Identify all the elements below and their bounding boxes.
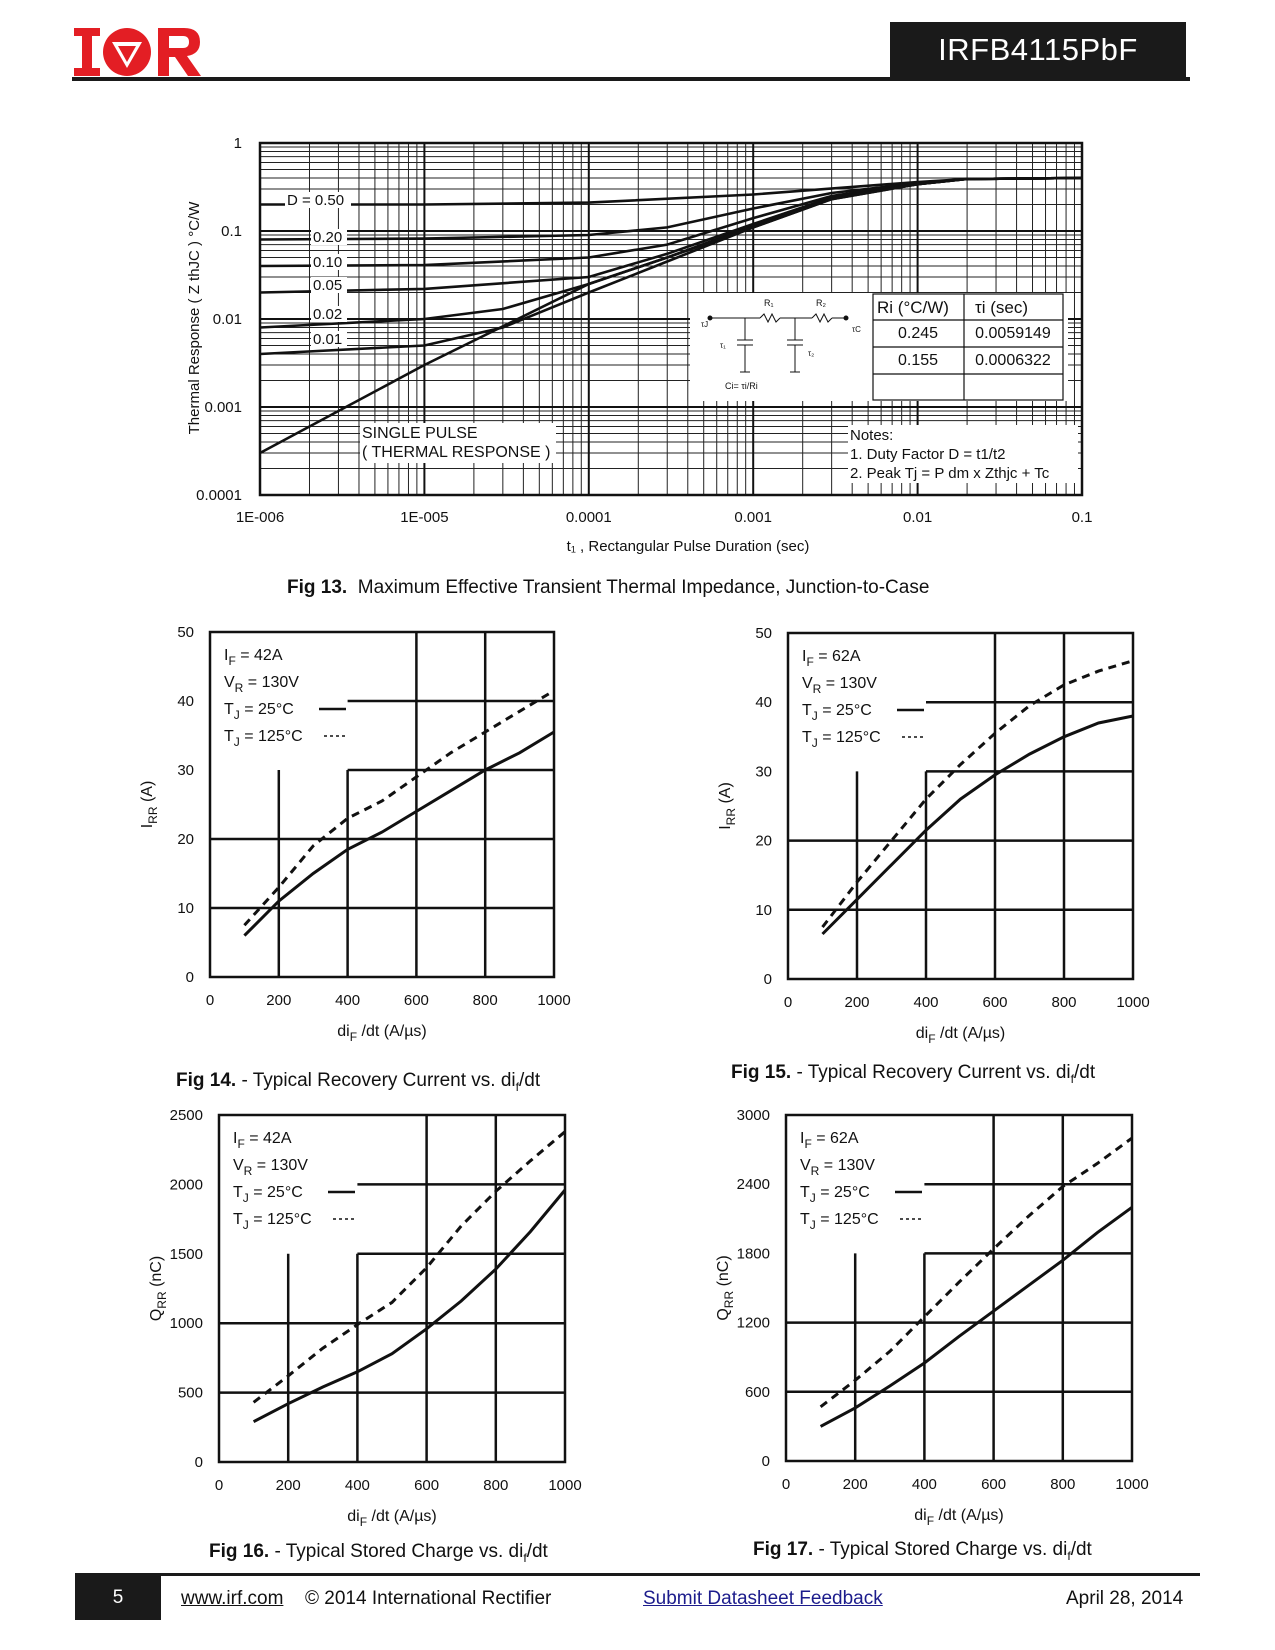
circuit-label-ci: Ci= τi/Ri <box>725 381 758 391</box>
fig15-y-tick: 10 <box>755 901 772 919</box>
fig17-caption: Fig 17. - Typical Stored Charge vs. $di_f/dt$ <box>753 1539 1092 1563</box>
fig17-x-tick: 600 <box>981 1476 1007 1493</box>
fig14-x-tick: 600 <box>403 992 429 1009</box>
fig13-single-pulse-label: ( THERMAL RESPONSE ) <box>362 444 551 461</box>
fig15-caption: Fig 15. - Typical Recovery Current vs. $di_f/dt$ <box>731 1062 1096 1086</box>
feedback-link[interactable]: Submit Datasheet Feedback <box>643 1588 883 1609</box>
fig13-notes: Notes: <box>850 427 894 444</box>
fig13-notes: 1. Duty Factor D = t1/t2 <box>850 446 1006 463</box>
fig15-legend-tj25: $T_J = 25^\circ C$ <box>802 702 872 723</box>
fig13-x-tick: 1E-005 <box>400 509 449 526</box>
fig14-series-line <box>244 732 554 936</box>
fig13-chart <box>186 135 1092 555</box>
fig16-y-axis-label: $Q_{RR}$ (nC) <box>148 1255 169 1322</box>
fig15-y-axis-label: $I_{RR}$ (A) <box>717 782 738 830</box>
fig15-x-tick: 400 <box>913 994 939 1011</box>
fig15-y-tick: 40 <box>755 694 772 712</box>
rc-table-cell: 0.245 <box>897 325 939 342</box>
fig16-y-tick: 0 <box>194 1454 203 1471</box>
fig15-x-tick: 1000 <box>1116 994 1150 1011</box>
fig15-y-tick: 30 <box>755 763 772 781</box>
fig15-y-tick: 0 <box>763 971 772 988</box>
fig15-x-tick: 200 <box>844 994 870 1011</box>
fig13-x-tick: 0.1 <box>1071 509 1093 526</box>
fig15-y-tick: 20 <box>755 832 772 850</box>
fig16-legend-vr: $V_R = 130V$ <box>233 1157 308 1178</box>
rc-table-cell: 0.155 <box>897 352 939 369</box>
fig13-caption: Fig 13. Maximum Effective Transient Thermal Impedance, Junction-to-Case <box>287 577 930 598</box>
fig17-series-line <box>821 1138 1132 1407</box>
fig14-x-tick: 1000 <box>537 992 571 1009</box>
rc-table-cell: 0.0006322 <box>975 352 1051 369</box>
fig16-y-tick: 500 <box>177 1384 203 1402</box>
part-number: IRFB4115PbF <box>890 22 1186 78</box>
fig14-y-axis-label: $I_{RR}$ (A) <box>139 780 160 829</box>
fig13-x-tick: 0.01 <box>902 509 933 526</box>
circuit-label-tc: τC <box>852 325 861 334</box>
footer-copyright: © 2014 International Rectifier <box>305 1588 552 1609</box>
circuit-label-r1: R₁ <box>764 298 774 308</box>
fig14-y-tick: 10 <box>177 900 194 917</box>
fig13-duty-label: 0.05 <box>313 277 343 294</box>
fig16-legend-tj25: $T_J = 25^\circ C$ <box>233 1184 303 1205</box>
fig16-y-tick: 1500 <box>169 1245 203 1263</box>
fig16-y-tick: 2500 <box>169 1107 203 1124</box>
fig16-x-tick: 0 <box>214 1477 224 1494</box>
fig13-x-axis-label: t₁ , Rectangular Pulse Duration (sec) <box>566 538 810 555</box>
fig14-legend-tj25: $T_J = 25^\circ C$ <box>224 701 294 722</box>
fig13-x-tick: 0.0001 <box>565 509 612 526</box>
fig15-legend-if: $I_F = 62A$ <box>802 648 861 669</box>
fig17-y-axis-label: $Q_{RR}$ (nC) <box>715 1255 736 1321</box>
fig17-x-axis-label: $di_F$ /dt (A/µs) <box>914 1507 1004 1528</box>
fig13-y-tick: 0.0001 <box>196 487 242 504</box>
fig13-duty-label: 0.10 <box>313 254 343 271</box>
fig17-legend-tj25: $T_J = 25^\circ C$ <box>800 1184 870 1205</box>
circuit-label-t1: τ₁ <box>720 341 726 350</box>
fig13-y-tick: 0.001 <box>204 399 242 416</box>
rc-table-header: Ri (°C/W) <box>877 298 949 317</box>
fig16-legend-if: $I_F = 42A$ <box>233 1130 292 1151</box>
fig15-x-tick: 0 <box>783 994 793 1011</box>
fig16-y-tick: 1000 <box>169 1315 203 1333</box>
fig17-y-tick: 2400 <box>736 1176 770 1194</box>
fig13-y-tick: 0.1 <box>221 223 242 240</box>
fig13-y-tick: 1 <box>233 135 242 152</box>
fig13-single-pulse-label: SINGLE PULSE <box>362 425 478 442</box>
circuit-label-tj: τJ <box>701 320 709 329</box>
fig17-x-tick: 200 <box>842 1476 868 1493</box>
fig14-x-axis-label: $di_F$ /dt (A/µs) <box>337 1023 427 1044</box>
fig13-curve <box>260 178 1082 205</box>
fig13-duty-label: D = 0.50 <box>287 192 345 209</box>
fig14-chart <box>139 624 571 1044</box>
fig14-x-tick: 400 <box>335 992 361 1009</box>
fig16-caption: Fig 16. - Typical Stored Charge vs. $di_f/dt$ <box>209 1541 548 1565</box>
fig13-x-tick: 1E-006 <box>235 509 285 526</box>
fig13-duty-label: 0.01 <box>313 331 343 348</box>
rc-table-header: τi (sec) <box>975 298 1028 317</box>
fig14-legend-tj125: $T_J = 125^\circ C$ <box>224 728 303 749</box>
fig17-legend-vr: $V_R = 130V$ <box>800 1157 875 1178</box>
fig16-x-tick: 400 <box>344 1477 370 1494</box>
fig17-y-tick: 3000 <box>736 1107 770 1124</box>
circuit-label-r2: R₂ <box>816 298 826 308</box>
fig13-y-axis-label: Thermal Response ( Z thJC ) °C/W <box>186 201 203 435</box>
footer-date: April 28, 2014 <box>1066 1588 1184 1609</box>
fig17-chart <box>715 1107 1149 1528</box>
fig17-y-tick: 600 <box>744 1383 770 1401</box>
node-tc <box>844 316 848 320</box>
fig17-x-tick: 800 <box>1050 1476 1076 1493</box>
fig15-x-tick: 800 <box>1051 994 1077 1011</box>
fig16-x-tick: 200 <box>275 1477 301 1494</box>
fig16-x-axis-label: $di_F$ /dt (A/µs) <box>347 1508 437 1529</box>
fig14-x-tick: 200 <box>266 992 292 1009</box>
fig14-legend-if: $I_F = 42A$ <box>224 647 283 668</box>
fig14-x-tick: 800 <box>472 992 498 1009</box>
fig16-y-tick: 2000 <box>169 1176 203 1194</box>
fig16-chart <box>148 1107 582 1529</box>
fig13-duty-label: 0.20 <box>313 229 343 246</box>
fig15-series-line <box>823 716 1134 934</box>
fig14-y-tick: 20 <box>177 831 194 848</box>
fig14-y-tick: 0 <box>185 969 194 986</box>
fig17-x-tick: 1000 <box>1115 1476 1149 1493</box>
fig17-series-line <box>821 1207 1132 1426</box>
fig13-y-tick: 0.01 <box>212 311 242 328</box>
fig13-duty-label: 0.02 <box>313 306 343 323</box>
fig15-x-axis-label: $di_F$ /dt (A/µs) <box>915 1025 1006 1046</box>
fig14-y-tick: 30 <box>177 762 194 779</box>
fig14-x-tick: 0 <box>205 992 215 1009</box>
fig16-x-tick: 600 <box>414 1477 440 1494</box>
fig17-legend-if: $I_F = 62A$ <box>800 1130 859 1151</box>
circuit-label-t2: τ₂ <box>808 349 815 358</box>
node-tj <box>708 316 712 320</box>
fig17-y-tick: 0 <box>761 1453 770 1470</box>
fig15-y-tick: 50 <box>755 625 772 642</box>
fig16-x-tick: 1000 <box>548 1477 582 1494</box>
footer-rule <box>75 1573 1200 1576</box>
fig13-x-tick: 0.001 <box>734 509 772 526</box>
fig13-notes: 2. Peak Tj = P dm x Zthjc + Tc <box>850 465 1050 482</box>
rc-table-cell: 0.0059149 <box>975 325 1051 342</box>
fig16-x-tick: 800 <box>483 1477 509 1494</box>
fig14-legend-vr: $V_R = 130V$ <box>224 674 299 695</box>
fig17-y-tick: 1200 <box>736 1314 770 1332</box>
fig14-caption: Fig 14. - Typical Recovery Current vs. $di_f/dt$ <box>176 1070 541 1094</box>
fig14-y-tick: 40 <box>177 693 194 710</box>
fig17-legend-tj125: $T_J = 125^\circ C$ <box>800 1211 879 1232</box>
fig16-legend-tj125: $T_J = 125^\circ C$ <box>233 1211 312 1232</box>
fig13-rc-table <box>873 294 1063 400</box>
fig17-x-tick: 0 <box>781 1476 791 1493</box>
fig17-y-tick: 1800 <box>736 1245 770 1263</box>
fig17-x-tick: 400 <box>911 1476 937 1493</box>
fig15-chart <box>717 625 1150 1046</box>
fig15-legend-tj125: $T_J = 125^\circ C$ <box>802 729 881 750</box>
page-number: 5 <box>75 1576 161 1620</box>
fig15-x-tick: 600 <box>982 994 1008 1011</box>
fig14-y-tick: 50 <box>177 624 194 641</box>
fig15-legend-vr: $V_R = 130V$ <box>802 675 877 696</box>
footer-url[interactable]: www.irf.com <box>181 1588 284 1609</box>
